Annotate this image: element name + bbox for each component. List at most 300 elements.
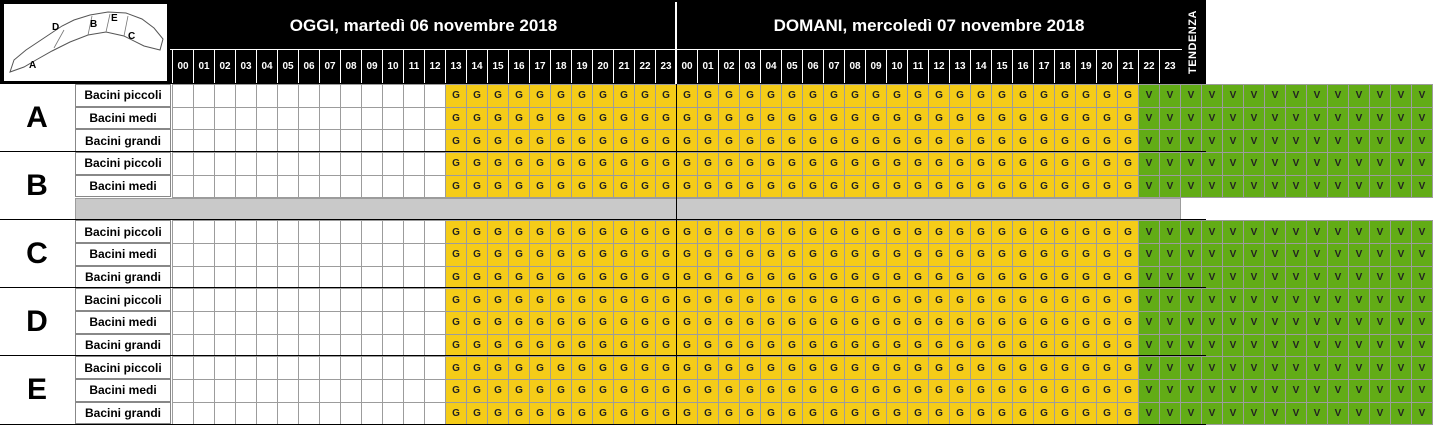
- alert-cell-g: G: [907, 84, 929, 108]
- alert-cell-g: G: [592, 311, 614, 335]
- alert-cell-g: G: [1012, 175, 1034, 199]
- alert-cell-g: G: [592, 107, 614, 131]
- alert-cell-g: G: [550, 84, 572, 108]
- alert-cell-v: V: [1327, 107, 1349, 131]
- alert-cell-v: V: [1369, 175, 1391, 199]
- empty-cell: [382, 288, 404, 312]
- alert-cell-g: G: [739, 311, 761, 335]
- alert-cell-v: V: [1327, 220, 1349, 244]
- alert-cell-g: G: [949, 334, 971, 358]
- alert-cell-g: G: [508, 220, 530, 244]
- alert-cell-g: G: [634, 84, 656, 108]
- empty-cell: [319, 356, 341, 380]
- alert-cell-v: V: [1348, 379, 1370, 403]
- alert-cell-g: G: [781, 334, 803, 358]
- alert-cell-g: G: [928, 379, 950, 403]
- alert-cell-g: G: [1117, 311, 1139, 335]
- alert-cell-g: G: [655, 311, 677, 335]
- alert-cell-g: G: [823, 266, 845, 290]
- alert-cell-g: G: [676, 288, 698, 312]
- basin-label: Bacini piccoli: [75, 356, 171, 379]
- alert-cell-g: G: [1012, 379, 1034, 403]
- alert-cell-g: G: [844, 129, 866, 153]
- alert-cell-v: V: [1369, 243, 1391, 267]
- alert-cell-g: G: [865, 129, 887, 153]
- alert-cell-g: G: [550, 243, 572, 267]
- alert-cell-v: V: [1306, 107, 1328, 131]
- alert-cell-g: G: [823, 402, 845, 425]
- alert-cell-g: G: [1054, 379, 1076, 403]
- empty-cell: [340, 243, 362, 267]
- basin-label: Bacini grandi: [75, 129, 171, 152]
- alert-cell-v: V: [1327, 129, 1349, 153]
- empty-cell: [172, 175, 194, 199]
- empty-cell: [172, 152, 194, 176]
- alert-cell-g: G: [676, 356, 698, 380]
- alert-cell-g: G: [718, 379, 740, 403]
- alert-cell-g: G: [1054, 129, 1076, 153]
- empty-cell: [340, 379, 362, 403]
- alert-cell-v: V: [1411, 84, 1433, 108]
- alert-cell-g: G: [529, 220, 551, 244]
- alert-cell-v: V: [1390, 266, 1412, 290]
- alert-cell-g: G: [844, 266, 866, 290]
- alert-cell-g: G: [529, 266, 551, 290]
- alert-cell-g: G: [844, 175, 866, 199]
- empty-cell: [319, 334, 341, 358]
- alert-cell-v: V: [1180, 129, 1202, 153]
- alert-cell-g: G: [676, 243, 698, 267]
- empty-cell: [424, 243, 446, 267]
- empty-cell: [193, 243, 215, 267]
- empty-cell: [172, 243, 194, 267]
- empty-cell: [361, 220, 383, 244]
- alert-cell-g: G: [886, 402, 908, 425]
- alert-cell-g: G: [613, 107, 635, 131]
- empty-cell: [256, 84, 278, 108]
- alert-cell-g: G: [634, 220, 656, 244]
- alert-cell-g: G: [445, 288, 467, 312]
- alert-cell-v: V: [1390, 243, 1412, 267]
- empty-cell: [298, 266, 320, 290]
- empty-cell: [214, 334, 236, 358]
- alert-cell-g: G: [529, 356, 551, 380]
- alert-cell-v: V: [1369, 379, 1391, 403]
- alert-cell-g: G: [1054, 243, 1076, 267]
- alert-cell-g: G: [1117, 334, 1139, 358]
- alert-cell-g: G: [508, 175, 530, 199]
- alert-cell-v: V: [1369, 107, 1391, 131]
- alert-cell-v: V: [1306, 379, 1328, 403]
- alert-cell-g: G: [508, 107, 530, 131]
- alert-cell-g: G: [550, 311, 572, 335]
- alert-cell-g: G: [907, 356, 929, 380]
- alert-cell-v: V: [1159, 402, 1181, 425]
- alert-cell-v: V: [1180, 243, 1202, 267]
- alert-cell-g: G: [802, 288, 824, 312]
- alert-cell-g: G: [697, 266, 719, 290]
- alert-cell-v: V: [1222, 266, 1244, 290]
- alert-cell-g: G: [466, 311, 488, 335]
- hour-header-today-17: 17: [529, 50, 550, 83]
- empty-cell: [193, 152, 215, 176]
- empty-cell: [361, 356, 383, 380]
- alert-cell-g: G: [1096, 334, 1118, 358]
- alert-cell-g: G: [592, 402, 614, 425]
- hour-header-today-08: 08: [340, 50, 361, 83]
- empty-cell: [361, 334, 383, 358]
- alert-cell-g: G: [991, 379, 1013, 403]
- empty-cell: [403, 266, 425, 290]
- empty-cell: [298, 152, 320, 176]
- alert-cell-v: V: [1201, 379, 1223, 403]
- alert-cell-g: G: [865, 107, 887, 131]
- alert-cell-v: V: [1411, 311, 1433, 335]
- alert-cell-v: V: [1285, 107, 1307, 131]
- empty-cell: [172, 334, 194, 358]
- alert-cell-g: G: [487, 356, 509, 380]
- alert-cell-v: V: [1390, 356, 1412, 380]
- alert-cell-g: G: [802, 243, 824, 267]
- alert-cell-g: G: [487, 402, 509, 425]
- empty-cell: [319, 152, 341, 176]
- alert-cell-g: G: [634, 379, 656, 403]
- alert-cell-g: G: [655, 402, 677, 425]
- alert-cell-g: G: [1096, 243, 1118, 267]
- hour-header-today-00: 00: [172, 50, 193, 83]
- alert-cell-v: V: [1285, 288, 1307, 312]
- empty-cell: [214, 311, 236, 335]
- alert-cell-g: G: [907, 379, 929, 403]
- alert-cell-g: G: [1096, 220, 1118, 244]
- alert-cell-v: V: [1201, 243, 1223, 267]
- empty-cell: [403, 152, 425, 176]
- alert-cell-v: V: [1201, 402, 1223, 425]
- alert-cell-g: G: [592, 84, 614, 108]
- alert-cell-g: G: [445, 311, 467, 335]
- alert-cell-g: G: [592, 266, 614, 290]
- empty-cell: [277, 243, 299, 267]
- alert-cell-g: G: [1012, 334, 1034, 358]
- hour-header-tomorrow-15: 15: [991, 50, 1012, 83]
- alert-cell-g: G: [823, 129, 845, 153]
- alert-cell-g: G: [634, 243, 656, 267]
- alert-cell-v: V: [1327, 84, 1349, 108]
- alert-cell-v: V: [1327, 379, 1349, 403]
- alert-cell-g: G: [865, 356, 887, 380]
- empty-cell: [172, 84, 194, 108]
- empty-cell: [298, 129, 320, 153]
- alert-cell-g: G: [781, 243, 803, 267]
- alert-cell-g: G: [1033, 288, 1055, 312]
- empty-cell: [277, 107, 299, 131]
- alert-cell-g: G: [928, 266, 950, 290]
- alert-cell-g: G: [1012, 311, 1034, 335]
- alert-cell-g: G: [529, 129, 551, 153]
- hour-header-today-10: 10: [382, 50, 403, 83]
- alert-cell-g: G: [844, 243, 866, 267]
- empty-cell: [235, 288, 257, 312]
- alert-cell-v: V: [1390, 379, 1412, 403]
- empty-cell: [214, 288, 236, 312]
- alert-cell-v: V: [1222, 334, 1244, 358]
- alert-cell-g: G: [1096, 152, 1118, 176]
- alert-cell-g: G: [571, 266, 593, 290]
- empty-cell: [193, 402, 215, 425]
- alert-cell-v: V: [1369, 334, 1391, 358]
- alert-cell-g: G: [970, 84, 992, 108]
- alert-cell-v: V: [1201, 311, 1223, 335]
- alert-cell-v: V: [1327, 175, 1349, 199]
- empty-cell: [214, 152, 236, 176]
- alert-cell-g: G: [550, 379, 572, 403]
- alert-cell-v: V: [1264, 129, 1286, 153]
- alert-cell-v: V: [1327, 334, 1349, 358]
- alert-cell-g: G: [1054, 84, 1076, 108]
- alert-cell-v: V: [1285, 334, 1307, 358]
- alert-cell-v: V: [1222, 84, 1244, 108]
- alert-cell-g: G: [676, 402, 698, 425]
- alert-cell-v: V: [1159, 266, 1181, 290]
- hour-header-today-19: 19: [571, 50, 592, 83]
- alert-cell-v: V: [1327, 402, 1349, 425]
- alert-cell-g: G: [739, 220, 761, 244]
- alert-cell-g: G: [1075, 334, 1097, 358]
- alert-cell-g: G: [592, 175, 614, 199]
- alert-cell-g: G: [1054, 334, 1076, 358]
- alert-cell-g: G: [970, 107, 992, 131]
- alert-cell-v: V: [1159, 356, 1181, 380]
- alert-cell-v: V: [1222, 288, 1244, 312]
- alert-cell-v: V: [1411, 356, 1433, 380]
- alert-cell-g: G: [760, 334, 782, 358]
- alert-cell-g: G: [970, 379, 992, 403]
- alert-cell-g: G: [571, 379, 593, 403]
- alert-cell-g: G: [844, 152, 866, 176]
- alert-cell-g: G: [445, 129, 467, 153]
- alert-cell-v: V: [1411, 266, 1433, 290]
- alert-cell-g: G: [949, 243, 971, 267]
- alert-cell-g: G: [739, 266, 761, 290]
- alert-cell-g: G: [1075, 243, 1097, 267]
- alert-cell-v: V: [1264, 84, 1286, 108]
- empty-cell: [424, 266, 446, 290]
- empty-cell: [256, 379, 278, 403]
- alert-cell-v: V: [1180, 220, 1202, 244]
- alert-cell-g: G: [802, 129, 824, 153]
- alert-cell-v: V: [1138, 152, 1160, 176]
- alert-cell-g: G: [550, 220, 572, 244]
- alert-cell-v: V: [1201, 152, 1223, 176]
- alert-cell-g: G: [571, 356, 593, 380]
- alert-cell-g: G: [655, 266, 677, 290]
- alert-cell-g: G: [781, 129, 803, 153]
- alert-cell-g: G: [739, 379, 761, 403]
- alert-cell-g: G: [823, 356, 845, 380]
- alert-cell-g: G: [1117, 379, 1139, 403]
- empty-cell: [235, 129, 257, 153]
- empty-cell: [361, 175, 383, 199]
- alert-cell-g: G: [781, 84, 803, 108]
- alert-cell-g: G: [949, 152, 971, 176]
- alert-cell-v: V: [1138, 379, 1160, 403]
- alert-cell-g: G: [508, 152, 530, 176]
- alert-cell-g: G: [928, 84, 950, 108]
- alert-cell-g: G: [760, 243, 782, 267]
- alert-cell-v: V: [1348, 84, 1370, 108]
- empty-cell: [361, 152, 383, 176]
- empty-cell: [214, 379, 236, 403]
- alert-cell-g: G: [970, 266, 992, 290]
- alert-cell-g: G: [613, 175, 635, 199]
- alert-cell-g: G: [1033, 129, 1055, 153]
- alert-cell-v: V: [1222, 356, 1244, 380]
- hour-header-tomorrow-07: 07: [823, 50, 844, 83]
- alert-cell-g: G: [466, 175, 488, 199]
- basin-label: Bacini grandi: [75, 402, 171, 425]
- alert-cell-g: G: [1117, 152, 1139, 176]
- alert-cell-g: G: [1117, 84, 1139, 108]
- empty-cell: [361, 84, 383, 108]
- alert-cell-g: G: [1012, 152, 1034, 176]
- alert-cell-g: G: [487, 334, 509, 358]
- alert-cell-g: G: [508, 356, 530, 380]
- alert-cell-v: V: [1243, 402, 1265, 425]
- alert-cell-v: V: [1180, 107, 1202, 131]
- alert-cell-g: G: [529, 152, 551, 176]
- alert-cell-v: V: [1159, 311, 1181, 335]
- alert-cell-v: V: [1138, 356, 1160, 380]
- alert-cell-g: G: [760, 129, 782, 153]
- empty-cell: [319, 266, 341, 290]
- alert-cell-g: G: [865, 379, 887, 403]
- empty-cell: [214, 107, 236, 131]
- alert-cell-g: G: [739, 84, 761, 108]
- hour-header-today-23: 23: [655, 50, 676, 83]
- alert-cell-v: V: [1306, 311, 1328, 335]
- alert-cell-g: G: [613, 379, 635, 403]
- alert-cell-g: G: [1096, 266, 1118, 290]
- hour-header-tomorrow-18: 18: [1054, 50, 1075, 83]
- alert-cell-g: G: [1033, 220, 1055, 244]
- alert-cell-g: G: [697, 107, 719, 131]
- alert-cell-v: V: [1180, 152, 1202, 176]
- alert-cell-g: G: [529, 402, 551, 425]
- alert-cell-v: V: [1285, 266, 1307, 290]
- alert-cell-g: G: [655, 175, 677, 199]
- alert-cell-g: G: [571, 175, 593, 199]
- alert-cell-v: V: [1390, 311, 1412, 335]
- empty-cell: [361, 402, 383, 425]
- empty-cell: [172, 129, 194, 153]
- alert-cell-g: G: [991, 288, 1013, 312]
- empty-cell: [256, 243, 278, 267]
- alert-cell-g: G: [613, 266, 635, 290]
- alert-cell-g: G: [487, 288, 509, 312]
- alert-cell-v: V: [1243, 175, 1265, 199]
- alert-cell-g: G: [907, 129, 929, 153]
- alert-cell-v: V: [1159, 152, 1181, 176]
- alert-cell-v: V: [1159, 175, 1181, 199]
- alert-cell-v: V: [1306, 129, 1328, 153]
- empty-cell: [340, 220, 362, 244]
- alert-cell-v: V: [1180, 288, 1202, 312]
- alert-cell-v: V: [1369, 402, 1391, 425]
- alert-cell-g: G: [781, 175, 803, 199]
- alert-cell-g: G: [928, 288, 950, 312]
- alert-cell-g: G: [718, 288, 740, 312]
- alert-cell-g: G: [487, 379, 509, 403]
- empty-cell: [340, 356, 362, 380]
- alert-cell-g: G: [529, 243, 551, 267]
- alert-cell-v: V: [1180, 175, 1202, 199]
- empty-cell: [298, 220, 320, 244]
- alert-cell-g: G: [760, 402, 782, 425]
- hour-header-today-13: 13: [445, 50, 466, 83]
- alert-cell-v: V: [1201, 175, 1223, 199]
- alert-cell-g: G: [592, 152, 614, 176]
- empty-cell: [319, 311, 341, 335]
- hour-header-tomorrow-20: 20: [1096, 50, 1117, 83]
- empty-cell: [361, 129, 383, 153]
- zone-label-b: B: [26, 169, 48, 203]
- alert-cell-v: V: [1369, 311, 1391, 335]
- empty-cell: [403, 175, 425, 199]
- alert-cell-g: G: [613, 334, 635, 358]
- empty-cell: [235, 107, 257, 131]
- alert-cell-g: G: [1075, 379, 1097, 403]
- alert-cell-g: G: [802, 84, 824, 108]
- alert-cell-v: V: [1348, 175, 1370, 199]
- alert-cell-v: V: [1243, 220, 1265, 244]
- alert-cell-v: V: [1369, 266, 1391, 290]
- alert-cell-g: G: [445, 107, 467, 131]
- alert-cell-g: G: [886, 334, 908, 358]
- alert-cell-v: V: [1159, 129, 1181, 153]
- alert-cell-v: V: [1243, 379, 1265, 403]
- alert-cell-v: V: [1348, 266, 1370, 290]
- alert-cell-g: G: [1096, 356, 1118, 380]
- alert-cell-g: G: [760, 356, 782, 380]
- day2-title: DOMANI, mercoledì 07 novembre 2018: [773, 16, 1085, 35]
- alert-cell-g: G: [1117, 220, 1139, 244]
- alert-cell-g: G: [655, 379, 677, 403]
- hour-header-tomorrow-11: 11: [907, 50, 928, 83]
- empty-cell: [340, 334, 362, 358]
- alert-cell-g: G: [550, 152, 572, 176]
- empty-cell: [382, 356, 404, 380]
- day-divider-body: [676, 84, 677, 425]
- alert-cell-g: G: [466, 152, 488, 176]
- alert-cell-g: G: [592, 379, 614, 403]
- empty-cell: [382, 311, 404, 335]
- empty-cell: [340, 129, 362, 153]
- hour-header-tomorrow-16: 16: [1012, 50, 1033, 83]
- alert-cell-v: V: [1285, 129, 1307, 153]
- alert-cell-v: V: [1285, 243, 1307, 267]
- map-zone-a-label: A: [29, 60, 37, 71]
- alert-cell-v: V: [1243, 129, 1265, 153]
- alert-cell-g: G: [718, 107, 740, 131]
- alert-cell-g: G: [1012, 243, 1034, 267]
- alert-cell-g: G: [676, 175, 698, 199]
- empty-cell: [319, 243, 341, 267]
- alert-cell-v: V: [1285, 84, 1307, 108]
- alert-cell-v: V: [1201, 334, 1223, 358]
- alert-cell-v: V: [1369, 356, 1391, 380]
- alert-cell-g: G: [613, 356, 635, 380]
- alert-cell-g: G: [802, 379, 824, 403]
